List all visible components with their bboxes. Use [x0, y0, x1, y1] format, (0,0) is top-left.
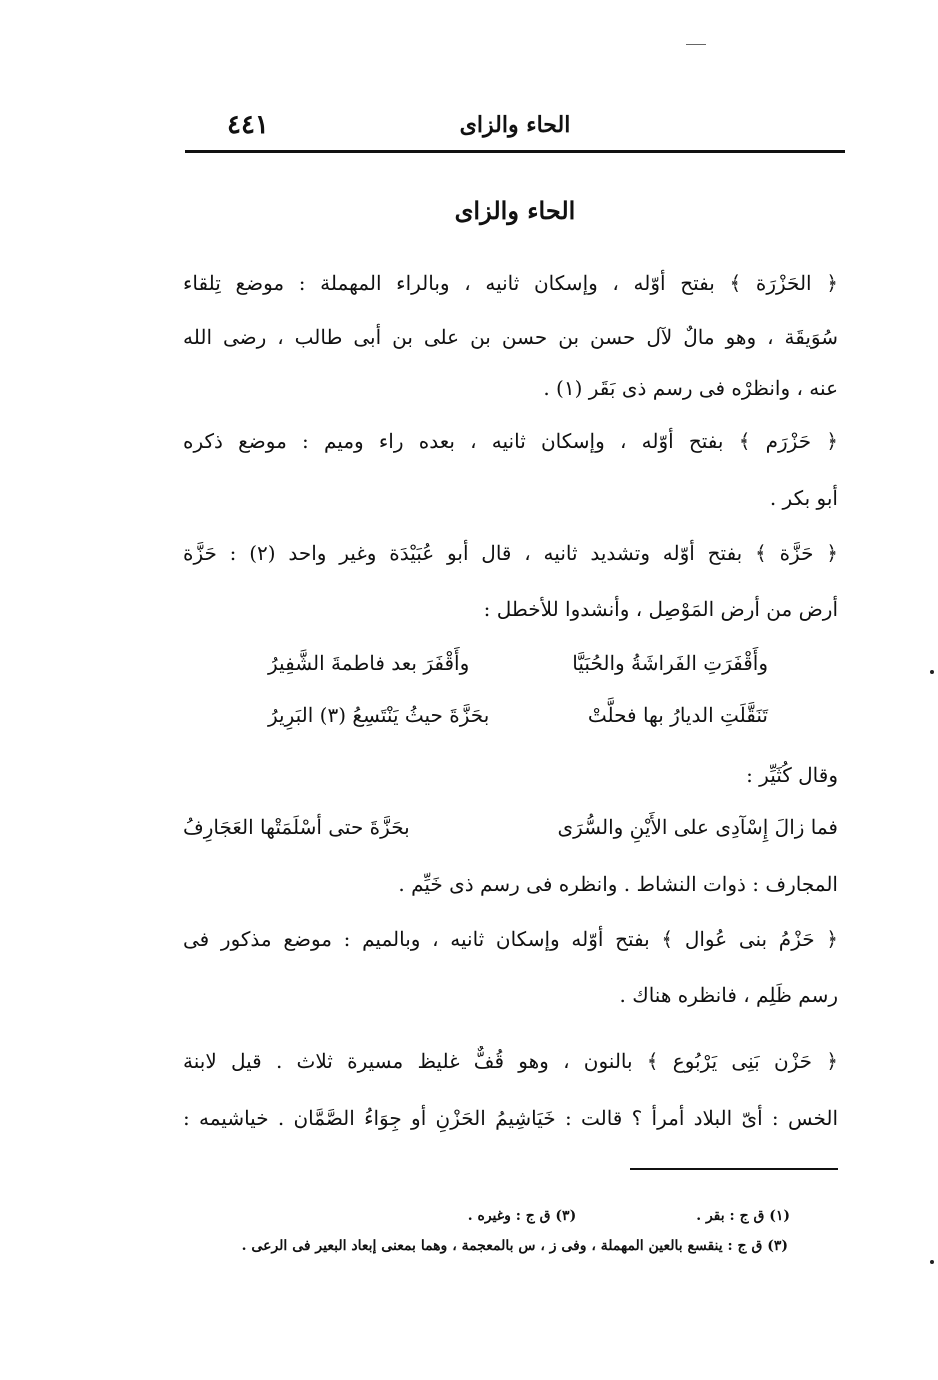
verse-second-hemistich: بحَزَّةَ حيثُ يَنْتَسِعُ (٣) البَرِيرُ — [268, 703, 490, 727]
text-line: سُوَيقَة ، وهو مالٌ لآل حسن بن حسن بن على بن أبى طالب ، رضى الله — [183, 325, 838, 349]
text-line: ﴿ الحَزْرَة ﴾ بفتح أوّله ، وإسكان ثانيه ، وبالراء المهملة : موضع تِلقاء — [183, 271, 838, 295]
text-line: ﴿ حَزَّة ﴾ بفتح أوّله وتشديد ثانيه ، قال أبو عُبَيْدَة وغير واحد (٢) : حَزَّة — [183, 541, 838, 565]
verse-line — [268, 648, 768, 678]
header-rule — [185, 150, 845, 153]
text-line: وقال كُثَيِّر : — [746, 763, 838, 787]
text-line: عنه ، وانظرْه فى رسم ذى بَقَر (١) . — [543, 376, 838, 400]
verse-line — [268, 700, 768, 730]
footnote-line — [170, 1206, 790, 1226]
footnote-1: (١) ق ج : بقر . — [696, 1208, 790, 1224]
footnote-3-a: (٣) ق ج : وغيره . — [467, 1208, 577, 1224]
footnote-rule — [630, 1168, 838, 1170]
section-title: الحاء والزاى — [454, 196, 576, 225]
verse-first-hemistich: تَنَقَّلَتِ الديارُ بها فحلَّتْ — [587, 703, 768, 727]
text-line: أرض من أرض المَوْصِل ، وأنشدوا للأخطل : — [483, 597, 838, 621]
text-line: أبو بكر . — [769, 486, 838, 510]
page-number: ٤٤١ — [227, 110, 269, 140]
text-line: ﴿ حَزْن بَنِى يَرْبُوع ﴾ بالنون ، وهو قُفٌّ غليظ مسيرة ثلاث . قيل لابنة — [183, 1049, 838, 1073]
footnote-line: (٣) ق ج : ينقسع بالعين المهملة ، وفى ز ، س بالمعجمة ، وهما بمعنى إبعاد البعير فى الرعى . — [241, 1238, 788, 1254]
verse-line — [183, 812, 838, 842]
scan-speck — [930, 1260, 934, 1264]
verse-first-hemistich: وأَقْفَرَتِ الفَراشَةُ والحُبَيَّا — [572, 651, 768, 675]
verse-first-hemistich: فما زالَ إِسْآدِى على الأَيْنِ والسُّرَى — [557, 815, 838, 839]
text-line: ﴿ حَزْرَم ﴾ بفتح أوّله ، وإسكان ثانيه ، بعده راء وميم : موضع ذكره — [183, 429, 838, 453]
text-line: الخس : أىّ البلاد أمرأ ؟ قالت : خَيَاشِيمُ الحَزْنِ أو جِوَاءُ الصَّمَّان . خياشيمه : — [183, 1106, 838, 1130]
page-header — [185, 108, 845, 148]
verse-second-hemistich: بحَزَّةَ حتى أسْلَمَتْها العَجَارِفُ — [183, 815, 410, 839]
text-line: رسم ظَلِم ، فانظره هناك . — [619, 983, 838, 1007]
scan-speck — [930, 670, 934, 674]
verse-second-hemistich: وأَقْفَرَ بعد فاطمةَ الشَّفِيرُ — [268, 651, 470, 675]
text-line: المجارف : ذوات النشاط . وانظره فى رسم ذى خَيِّم . — [398, 872, 838, 896]
running-title: الحاء والزاى — [459, 112, 571, 138]
margin-mark — [686, 44, 706, 45]
text-line: ﴿ حَزْمُ بنى عُوال ﴾ بفتح أوّله وإسكان ثانيه ، وبالميم : موضع مذكور فى — [183, 927, 838, 951]
